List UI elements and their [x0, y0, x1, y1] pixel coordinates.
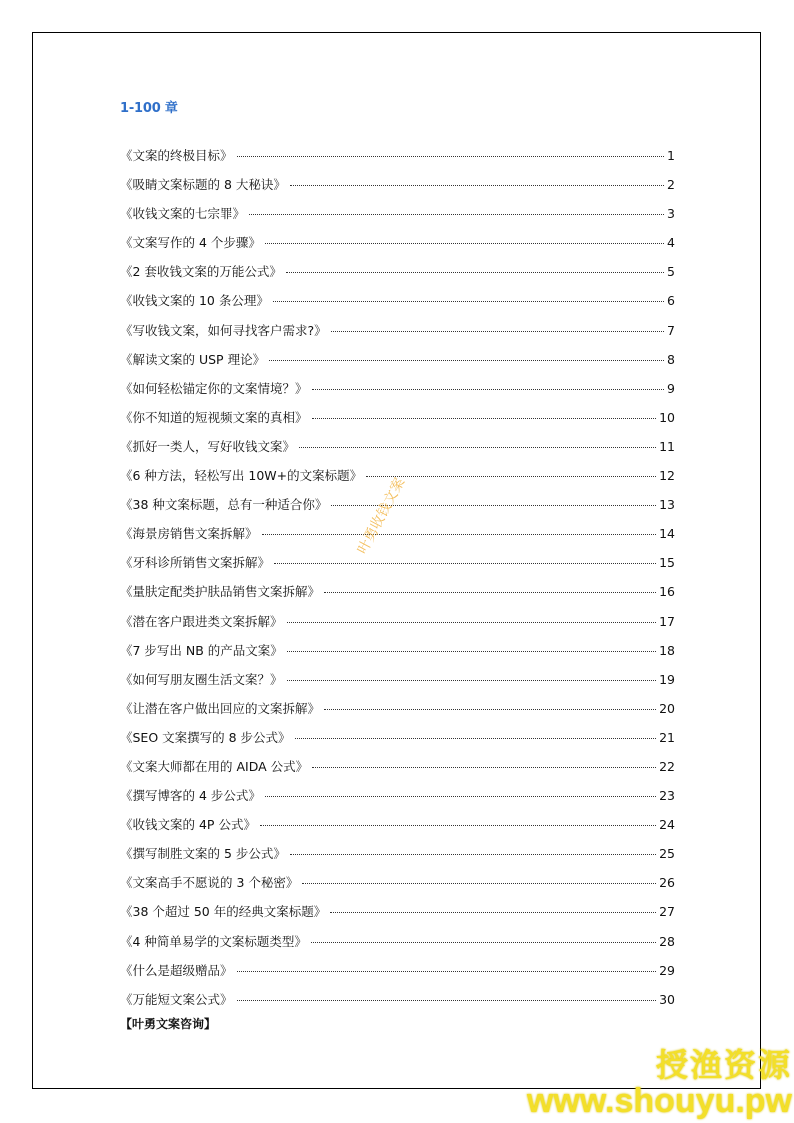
toc-entry[interactable]	[120, 932, 675, 961]
toc-dot-leader	[287, 651, 656, 652]
toc-dot-leader	[324, 709, 656, 710]
toc-entry-page-number: 15	[659, 555, 675, 571]
toc-entry[interactable]	[120, 815, 675, 844]
brand-name: 授渔资源	[655, 1046, 792, 1084]
toc-dot-leader	[299, 447, 656, 448]
toc-dot-leader	[366, 476, 656, 477]
toc-dot-leader	[265, 796, 656, 797]
toc-dot-leader	[237, 971, 657, 972]
toc-dot-leader	[312, 767, 656, 768]
toc-dot-leader	[287, 622, 657, 623]
toc-entry-title: 《让潜在客户做出回应的文案拆解》	[120, 700, 321, 716]
toc-entry[interactable]	[120, 786, 675, 815]
toc-entry-page-number: 12	[659, 468, 675, 484]
toc-dot-leader	[311, 942, 656, 943]
toc-entry[interactable]	[120, 902, 675, 931]
toc-entry[interactable]	[120, 408, 675, 437]
toc-dot-leader	[312, 418, 657, 419]
toc-entry-title: 《收钱文案的 4P 公式》	[120, 817, 256, 833]
toc-entry-title: 《文案的终极目标》	[120, 148, 233, 163]
toc-entry-page-number: 1	[667, 148, 675, 163]
toc-entry[interactable]	[120, 670, 675, 699]
toc-entry-page-number: 8	[667, 351, 675, 367]
toc-entry-page-number: 10	[659, 409, 675, 425]
toc-dot-leader	[269, 360, 664, 361]
toc-dot-leader	[312, 389, 665, 390]
toc-entry-title: 《万能短文案公式》	[120, 991, 233, 1007]
toc-entry-title: 《解读文案的 USP 理论》	[120, 351, 266, 367]
toc-entry[interactable]	[120, 961, 675, 990]
toc-entry-title: 《文案高手不愿说的 3 个秘密》	[120, 875, 299, 891]
watermark: 叶勇收钱文案	[354, 475, 409, 557]
toc-entry-title: 《6 种方法，轻松写出 10W+的文案标题》	[120, 468, 363, 484]
toc-dot-leader	[290, 185, 664, 186]
toc-entry-page-number: 20	[659, 700, 675, 716]
toc-entry-page-number: 14	[659, 526, 675, 542]
toc-entry[interactable]	[120, 262, 675, 291]
toc-entry-title: 《你不知道的短视频文案的真相》	[120, 409, 308, 425]
toc-entry-page-number: 28	[659, 933, 675, 949]
toc-entry-title: 《撰写制胜文案的 5 步公式》	[120, 846, 286, 862]
toc-entry-title: 《收钱文案的七宗罪》	[120, 206, 246, 222]
toc-entry[interactable]	[120, 321, 675, 350]
toc-entry-page-number: 5	[667, 264, 675, 280]
toc-dot-leader	[274, 563, 656, 564]
toc-entry-title: 《撰写博客的 4 步公式》	[120, 788, 261, 804]
toc-dot-leader	[237, 1000, 657, 1001]
brand-url: www.shouyu.pw	[526, 1082, 792, 1120]
toc-entry-title: 《38 种文案标题，总有一种适合你》	[120, 497, 328, 513]
toc-dot-leader	[324, 592, 656, 593]
toc-entry[interactable]	[120, 641, 675, 670]
toc-entry[interactable]	[120, 728, 675, 757]
toc-entry-title: 《SEO 文案撰写的 8 步公式》	[120, 729, 291, 745]
toc-entry-page-number: 22	[659, 758, 675, 774]
toc-entry-title: 《抓好一类人，写好收钱文案》	[120, 438, 296, 454]
toc-entry-title: 《2 套收钱文案的万能公式》	[120, 264, 282, 280]
toc-entry[interactable]	[120, 612, 675, 641]
toc-entry-page-number: 29	[659, 962, 675, 978]
toc-entry[interactable]	[120, 582, 675, 611]
toc-entry-page-number: 3	[667, 206, 675, 222]
toc-dot-leader	[290, 854, 656, 855]
toc-entry-title: 《7 步写出 NB 的产品文案》	[120, 642, 283, 658]
toc-entry-page-number: 9	[667, 380, 675, 396]
toc-entry[interactable]	[120, 553, 675, 582]
toc-entry[interactable]	[120, 524, 675, 553]
table-of-contents	[120, 146, 675, 1019]
toc-entry-title: 《潜在客户跟进类文案拆解》	[120, 613, 283, 629]
toc-dot-leader	[331, 331, 664, 332]
toc-entry-page-number: 30	[659, 991, 675, 1007]
toc-entry-title: 《量肤定配类护肤品销售文案拆解》	[120, 584, 321, 600]
toc-entry-title: 《38 个超过 50 年的经典文案标题》	[120, 904, 327, 920]
toc-entry-page-number: 19	[659, 671, 675, 687]
toc-entry-page-number: 21	[659, 729, 675, 745]
toc-entry[interactable]	[120, 873, 675, 902]
toc-entry[interactable]	[120, 437, 675, 466]
toc-entry-page-number: 13	[659, 497, 675, 513]
toc-entry-page-number: 11	[659, 438, 675, 454]
toc-dot-leader	[262, 534, 657, 535]
toc-entry-page-number: 2	[667, 177, 675, 193]
toc-entry[interactable]	[120, 844, 675, 873]
footer-note: 【叶勇文案咨询】	[120, 1017, 217, 1031]
toc-entry-page-number: 24	[659, 817, 675, 833]
toc-entry-page-number: 23	[659, 788, 675, 804]
toc-entry-title: 《4 种简单易学的文案标题类型》	[120, 933, 307, 949]
toc-entry-title: 《什么是超级赠品》	[120, 962, 233, 978]
toc-entry[interactable]	[120, 175, 675, 204]
toc-entry-page-number: 16	[659, 584, 675, 600]
toc-entry-title: 《文案大师都在用的 AIDA 公式》	[120, 758, 309, 774]
toc-entry[interactable]	[120, 699, 675, 728]
toc-entry[interactable]	[120, 379, 675, 408]
toc-entry[interactable]	[120, 350, 675, 379]
toc-entry-title: 《牙科诊所销售文案拆解》	[120, 555, 271, 571]
toc-dot-leader	[330, 912, 656, 913]
toc-dot-leader	[295, 738, 657, 739]
toc-dot-leader	[273, 301, 664, 302]
toc-dot-leader	[286, 272, 664, 273]
toc-entry-title: 《写收钱文案，如何寻找客户需求?》	[120, 322, 327, 338]
toc-entry-title: 《如何轻松锚定你的文案情境？》	[120, 380, 308, 396]
toc-entry[interactable]	[120, 204, 675, 233]
toc-dot-leader	[237, 156, 665, 157]
toc-entry-page-number: 4	[667, 235, 675, 251]
toc-entry[interactable]	[120, 757, 675, 786]
toc-dot-leader	[249, 214, 664, 215]
toc-entry-page-number: 17	[659, 613, 675, 629]
toc-dot-leader	[265, 243, 664, 244]
toc-entry-title: 《文案写作的 4 个步骤》	[120, 235, 261, 251]
toc-dot-leader	[260, 825, 656, 826]
toc-entry-page-number: 7	[667, 322, 675, 338]
toc-entry-title: 《吸睛文案标题的 8 大秘诀》	[120, 177, 286, 193]
toc-entry[interactable]	[120, 233, 675, 262]
toc-entry-page-number: 25	[659, 846, 675, 862]
toc-entry-page-number: 18	[659, 642, 675, 658]
toc-dot-leader	[287, 680, 657, 681]
toc-entry-title: 《如何写朋友圈生活文案？》	[120, 671, 283, 687]
toc-entry-page-number: 27	[659, 904, 675, 920]
toc-entry[interactable]	[120, 146, 675, 175]
toc-entry-page-number: 26	[659, 875, 675, 891]
toc-dot-leader	[302, 883, 656, 884]
toc-entry-title: 《收钱文案的 10 条公理》	[120, 293, 269, 309]
toc-heading: 1-100 章	[120, 101, 178, 116]
toc-entry-title: 《海景房销售文案拆解》	[120, 526, 258, 542]
toc-entry-page-number: 6	[667, 293, 675, 309]
toc-entry[interactable]	[120, 291, 675, 320]
